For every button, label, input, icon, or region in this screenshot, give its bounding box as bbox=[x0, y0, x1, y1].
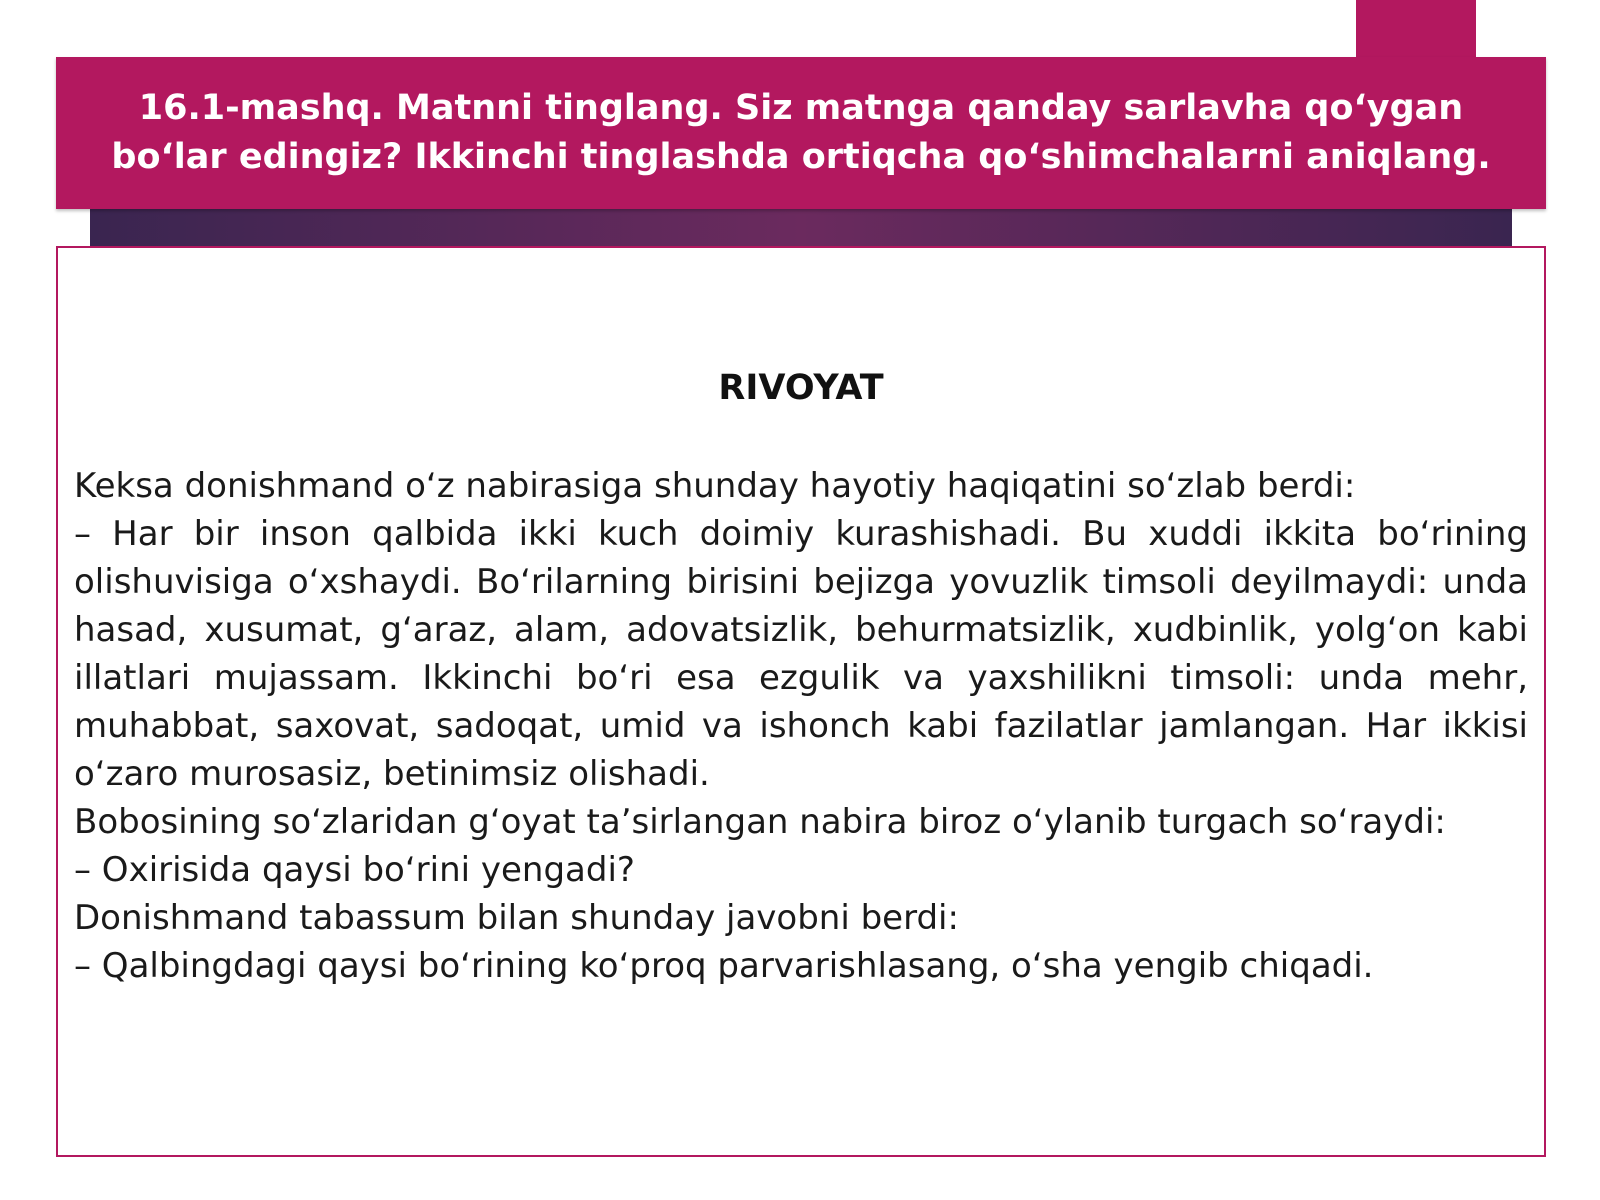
paragraph-intro: Keksa donishmand oʻz nabirasiga shunday hayotiy haqiqatini soʻzlab berdi: bbox=[74, 466, 1356, 506]
story-heading: RIVOYAT bbox=[718, 368, 884, 408]
decorative-tab bbox=[1356, 0, 1476, 58]
title-shadow bbox=[90, 206, 1512, 246]
paragraph-question-intro: Bobosining soʻzlaridan gʻoyat taʼsirlangan nabira biroz oʻylanib turgach soʻraydi: bbox=[74, 802, 1446, 842]
paragraph-wolves: – Har bir inson qalbida ikki kuch doimiy kurashishadi. Bu xuddi ikkita boʻrining olishuvisiga oʻxshaydi. Boʻrilarning birisini bejizga yovuzlik timsoli deyilmaydi: unda hasad, xusumat, gʻaraz, alam, adovatsizlik, behurmatsizlik, xudbinlik, yolgʻon kabi illatlari mujassam. Ikkinchi boʻri esa ezgulik va yaxshilikni timsoli: unda mehr, muhabbat, saxovat, sadoqat, umid va ishonch kabi fazilatlar jamlangan. Har ikkisi oʻzaro murosasiz, betinimsiz olishadi. bbox=[74, 514, 1528, 794]
paragraph-answer: – Qalbingdagi qaysi boʻrining koʻproq parvarishlasang, oʻsha yengib chiqadi. bbox=[74, 946, 1374, 986]
paragraph-answer-intro: Donishmand tabassum bilan shunday javobni berdi: bbox=[74, 898, 959, 938]
paragraph-question: – Oxirisida qaysi boʻrini yengadi? bbox=[74, 850, 635, 890]
slide-title: 16.1-mashq. Matnni tinglang. Siz matnga qanday sarlavha qoʻygan boʻlar edingiz? Ikkinchi tinglashda ortiqcha qoʻshimchalarni aniqlang. bbox=[111, 88, 1491, 177]
title-bar bbox=[56, 57, 1546, 209]
content-box bbox=[56, 246, 1546, 1157]
story-body bbox=[74, 462, 1528, 990]
